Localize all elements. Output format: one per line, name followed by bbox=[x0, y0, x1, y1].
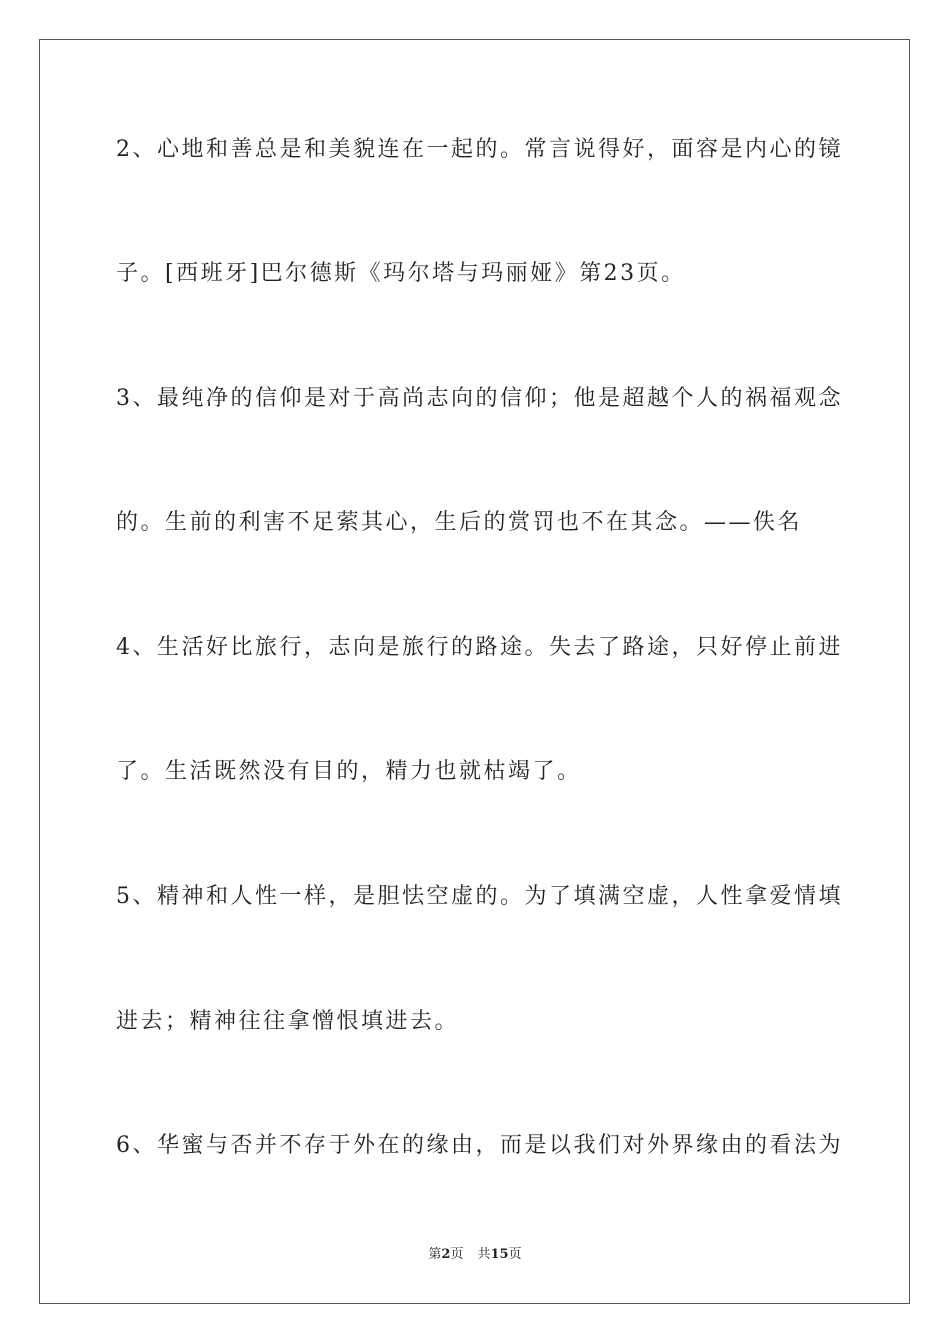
total-suffix: 页 bbox=[508, 1247, 522, 1262]
page-prefix: 第 bbox=[428, 1247, 442, 1262]
page-suffix: 页 bbox=[450, 1247, 464, 1262]
text-line-5: 4、生活好比旅行，志向是旅行的路途。失去了路途，只好停止前进 bbox=[116, 635, 843, 660]
page-number: 2 bbox=[441, 1247, 451, 1262]
text-line-4: 的。生前的利害不足萦其心，生后的赏罚也不在其念。——佚名 bbox=[116, 510, 803, 535]
page-border bbox=[39, 39, 910, 1304]
text-line-3: 3、最纯净的信仰是对于高尚志向的信仰；他是超越个人的祸福观念 bbox=[116, 386, 843, 411]
page-footer bbox=[0, 1246, 950, 1264]
text-line-7: 5、精神和人性一样，是胆怯空虚的。为了填满空虚，人性拿爱情填 bbox=[116, 884, 843, 909]
text-line-8: 进去；精神往往拿憎恨填进去。 bbox=[116, 1009, 460, 1034]
total-pages: 15 bbox=[490, 1247, 509, 1262]
text-line-6: 了。生活既然没有目的，精力也就枯竭了。 bbox=[116, 759, 582, 784]
total-prefix: 共 bbox=[477, 1247, 491, 1262]
text-line-2: 子。[西班牙]巴尔德斯《玛尔塔与玛丽娅》第23页。 bbox=[116, 261, 686, 286]
text-line-9: 6、华蜜与否并不存于外在的缘由，而是以我们对外界缘由的看法为 bbox=[116, 1133, 843, 1158]
text-line-1: 2、心地和善总是和美貌连在一起的。常言说得好，面容是内心的镜 bbox=[116, 137, 843, 162]
